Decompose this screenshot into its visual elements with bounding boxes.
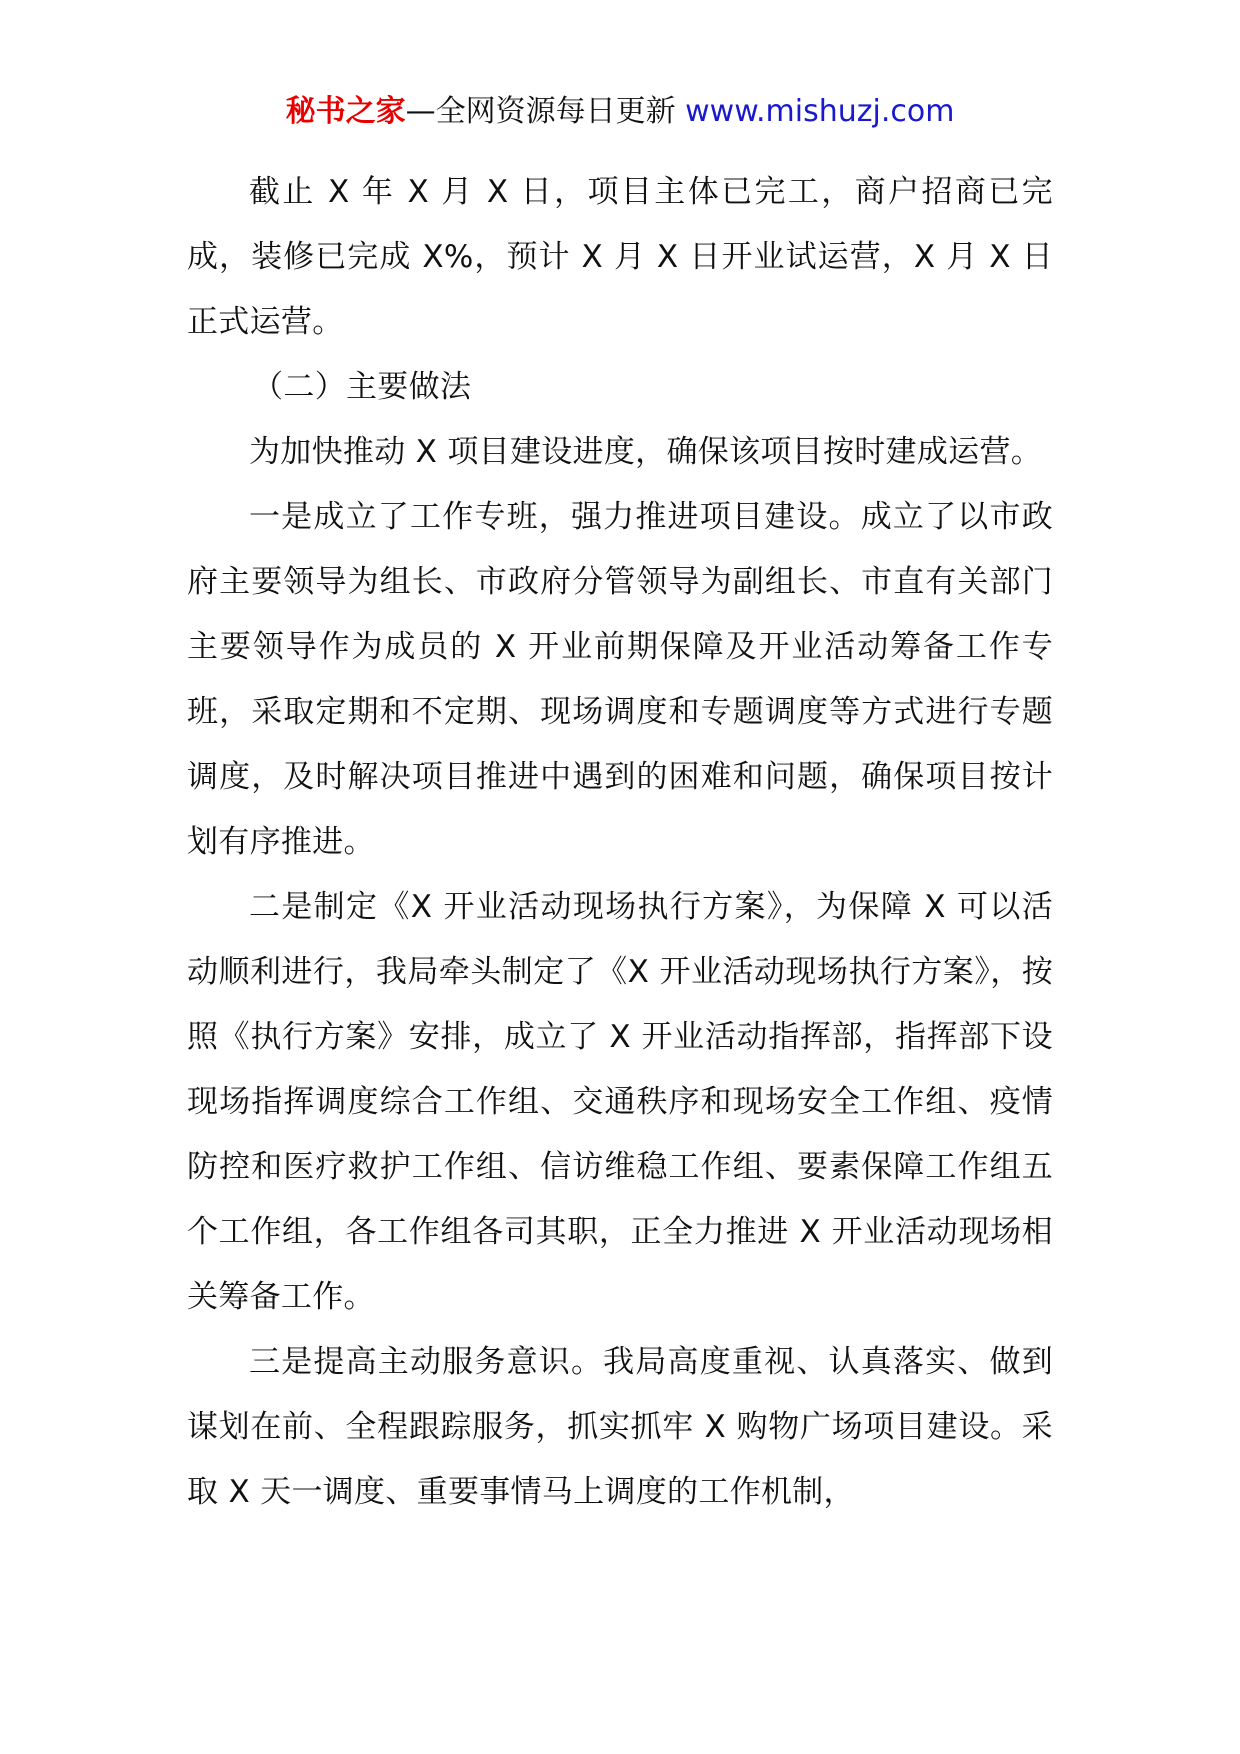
document-body (187, 160, 1053, 1525)
paragraph-intro: 为加快推动 X 项目建设进度，确保该项目按时建成运营。 (249, 434, 1043, 470)
paragraph-progress: 截止 X 年 X 月 X 日，项目主体已完工，商户招商已完成，装修已完成 X%，预计 X 月 X 日开业试运营，X 月 X 日正式运营。 (187, 174, 1053, 340)
site-header (0, 92, 1240, 132)
site-url-link[interactable]: www.mishuzj.com (685, 94, 955, 129)
paragraph-point-one: 一是成立了工作专班，强力推进项目建设。成立了以市政府主要领导为组长、市政府分管领导为副组长、市直有关部门主要领导作为成员的 X 开业前期保障及开业活动筹备工作专班，采取定期和不定期、现场调度和专题调度等方式进行专题调度，及时解决项目推进中遇到的困难和问题，确保项目按计划有序推进。 (187, 499, 1053, 860)
site-brand: 秘书之家 (285, 94, 406, 129)
site-tagline: —全网资源每日更新 (405, 94, 686, 129)
paragraph-point-two: 二是制定《X 开业活动现场执行方案》，为保障 X 可以活动顺利进行，我局牵头制定了《X 开业活动现场执行方案》，按照《执行方案》安排，成立了 X 开业活动指挥部，指挥部下设现场指挥调度综合工作组、交通秩序和现场安全工作组、疫情防控和医疗救护工作组、信访维稳工作组、要素保障工作组五个工作组，各工作组各司其职，正全力推进 X 开业活动现场相关筹备工作。 (187, 889, 1053, 1315)
section-heading-main-practices: （二）主要做法 (252, 369, 472, 405)
paragraph-point-three: 三是提高主动服务意识。我局高度重视、认真落实、做到谋划在前、全程跟踪服务，抓实抓牢 X 购物广场项目建设。采取 X 天一调度、重要事情马上调度的工作机制， (187, 1344, 1053, 1510)
